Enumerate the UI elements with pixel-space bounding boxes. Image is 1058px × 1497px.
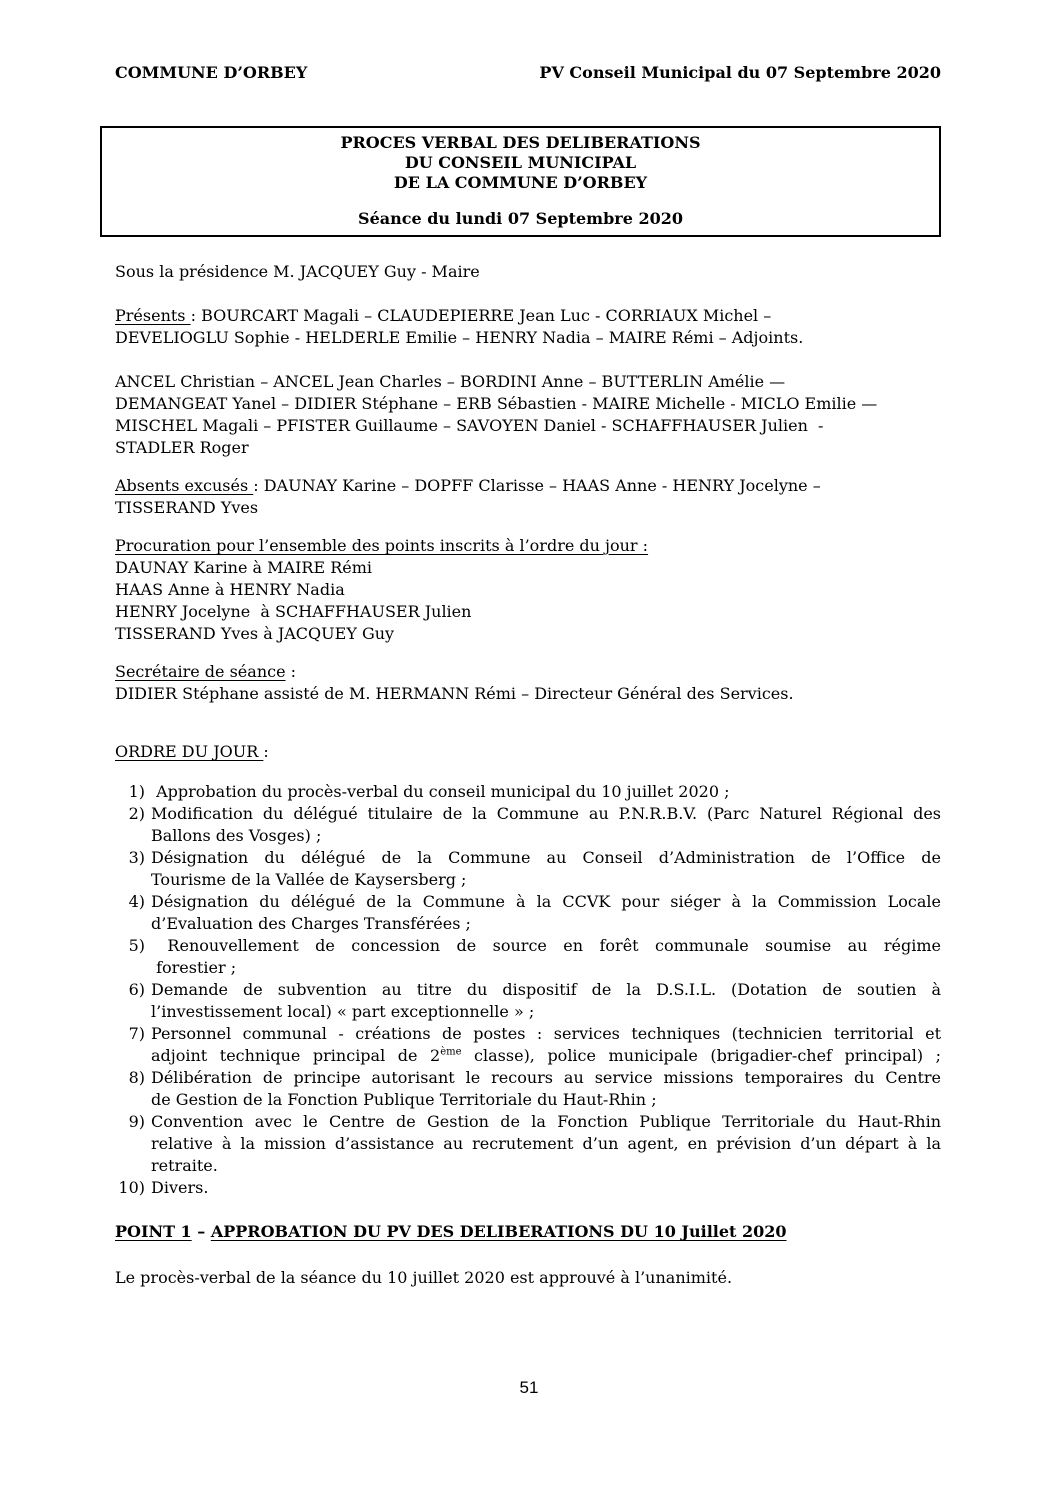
agenda-item-6: 6) Demande de subvention au titre du dispositif de la D.S.I.L. (Dotation de soutien à l’investissement local) « part exceptionnelle » ; (115, 979, 941, 1023)
absents-paragraph (115, 475, 941, 519)
agenda-item-number: 10) (118, 1178, 145, 1197)
seance-date: Séance du lundi 07 Septembre 2020 (358, 209, 683, 228)
ordre-du-jour-heading: ORDRE DU JOUR : (115, 742, 269, 761)
title-line-1: PROCES VERBAL DES DELIBERATIONS (340, 133, 701, 152)
presents-names: : BOURCART Magali – CLAUDEPIERRE Jean Luc - CORRIAUX Michel – DEVELIOGLU Sophie - HELDERLE Emilie – HENRY Nadia – MAIRE Rémi – Adjoints. (115, 306, 804, 347)
procuration-heading: Procuration pour l’ensemble des points inscrits à l’ordre du jour : (115, 536, 649, 555)
agenda-item-number: 4) (128, 892, 145, 911)
header-commune: COMMUNE D’ORBEY (115, 63, 308, 82)
point1-body: Le procès-verbal de la séance du 10 juillet 2020 est approuvé à l’unanimité. (115, 1268, 733, 1287)
secretaire-line: DIDIER Stéphane assisté de M. HERMANN Rémi – Directeur Général des Services. (115, 684, 794, 703)
point1-heading: POINT 1 – APPROBATION DU PV DES DELIBERATIONS DU 10 Juillet 2020 (115, 1222, 787, 1241)
agenda-item-2: 2) Modification du délégué titulaire de la Commune au P.N.R.B.V. (Parc Naturel Régional des Ballons des Vosges) ; (115, 803, 941, 847)
point1-title: APPROBATION DU PV DES DELIBERATIONS DU 10 Juillet 2020 (210, 1222, 787, 1241)
agenda-item-9: 9) Convention avec le Centre de Gestion de la Fonction Publique Territoriale du Haut-Rhin relative à la mission d’assistance au recrutement d’un agent, en prévision d’un départ à la retraite. (115, 1111, 941, 1177)
page-header (115, 62, 941, 84)
agenda-item-1: 1) Approbation du procès-verbal du conseil municipal du 10 juillet 2020 ; (115, 781, 941, 803)
agenda-item-5: 5) Renouvellement de concession de source en forêt communale soumise au régime forestier ; (115, 935, 941, 979)
presidency-line: Sous la présidence M. JACQUEY Guy - Maire (115, 262, 480, 281)
procuration-line: DAUNAY Karine à MAIRE Rémi (115, 558, 373, 577)
presents-label: Présents (115, 306, 191, 325)
agenda-item-4: 4) Désignation du délégué de la Commune à la CCVK pour siéger à la Commission Locale d’Evaluation des Charges Transférées ; (115, 891, 941, 935)
ordinal-superscript: ème (440, 1046, 462, 1058)
agenda-item-10: 10) Divers. (115, 1177, 941, 1199)
agenda-item-number: 7) (128, 1024, 145, 1043)
agenda-item-7: 7) Personnel communal - créations de postes : services techniques (technicien territorial et adjoint technique principal de 2ème classe), police municipale (brigadier-chef principal) ; (115, 1023, 941, 1067)
title-line-2: DU CONSEIL MUNICIPAL (404, 153, 637, 172)
presents-paragraph (115, 305, 941, 349)
procuration-line: TISSERAND Yves à JACQUEY Guy (115, 624, 395, 643)
agenda-item-number: 9) (128, 1112, 145, 1131)
title-box (100, 126, 941, 237)
agenda-item-number: 6) (128, 980, 145, 999)
agenda-item-3: 3) Désignation du délégué de la Commune au Conseil d’Administration de l’Office de Tourisme de la Vallée de Kaysersberg ; (115, 847, 941, 891)
agenda-item-8: 8) Délibération de principe autorisant le recours au service missions temporaires du Centre de Gestion de la Fonction Publique Territoriale du Haut-Rhin ; (115, 1067, 941, 1111)
point1-label: POINT 1 (115, 1222, 192, 1241)
page-number: 51 (519, 1378, 539, 1397)
agenda-item-7-line-2: adjoint technique principal de 2ème classe), police municipale (brigadier-chef principal) ; (151, 1046, 941, 1065)
secretaire-heading: Secrétaire de séance : (115, 662, 297, 681)
header-pv-title: PV Conseil Municipal du 07 Septembre 2020 (539, 63, 941, 82)
conseillers-paragraph: ANCEL Christian – ANCEL Jean Charles – BORDINI Anne – BUTTERLIN Amélie — DEMANGEAT Yanel – DIDIER Stéphane – ERB Sébastien - MAIRE Michelle - MICLO Emilie — MISCHEL Magali – PFISTER Guillaume – SAVOYEN Daniel - SCHAFFHAUSER Julien - STADLER Roger (115, 372, 878, 457)
ordre-du-jour-list (115, 781, 941, 1199)
agenda-item-number: 8) (128, 1068, 145, 1087)
secretaire-label: Secrétaire de séance (115, 662, 286, 681)
agenda-item-number: 1) (128, 782, 145, 801)
absents-names: : DAUNAY Karine – DOPFF Clarisse – HAAS Anne - HENRY Jocelyne – TISSERAND Yves (115, 476, 821, 517)
agenda-item-number: 2) (128, 804, 145, 823)
procuration-line: HAAS Anne à HENRY Nadia (115, 580, 345, 599)
procuration-line: HENRY Jocelyne à SCHAFFHAUSER Julien (115, 602, 472, 621)
agenda-item-number: 3) (128, 848, 145, 867)
absents-label: Absents excusés (115, 476, 254, 495)
title-line-3: DE LA COMMUNE D’ORBEY (393, 173, 648, 192)
agenda-item-number: 5) (128, 936, 145, 955)
